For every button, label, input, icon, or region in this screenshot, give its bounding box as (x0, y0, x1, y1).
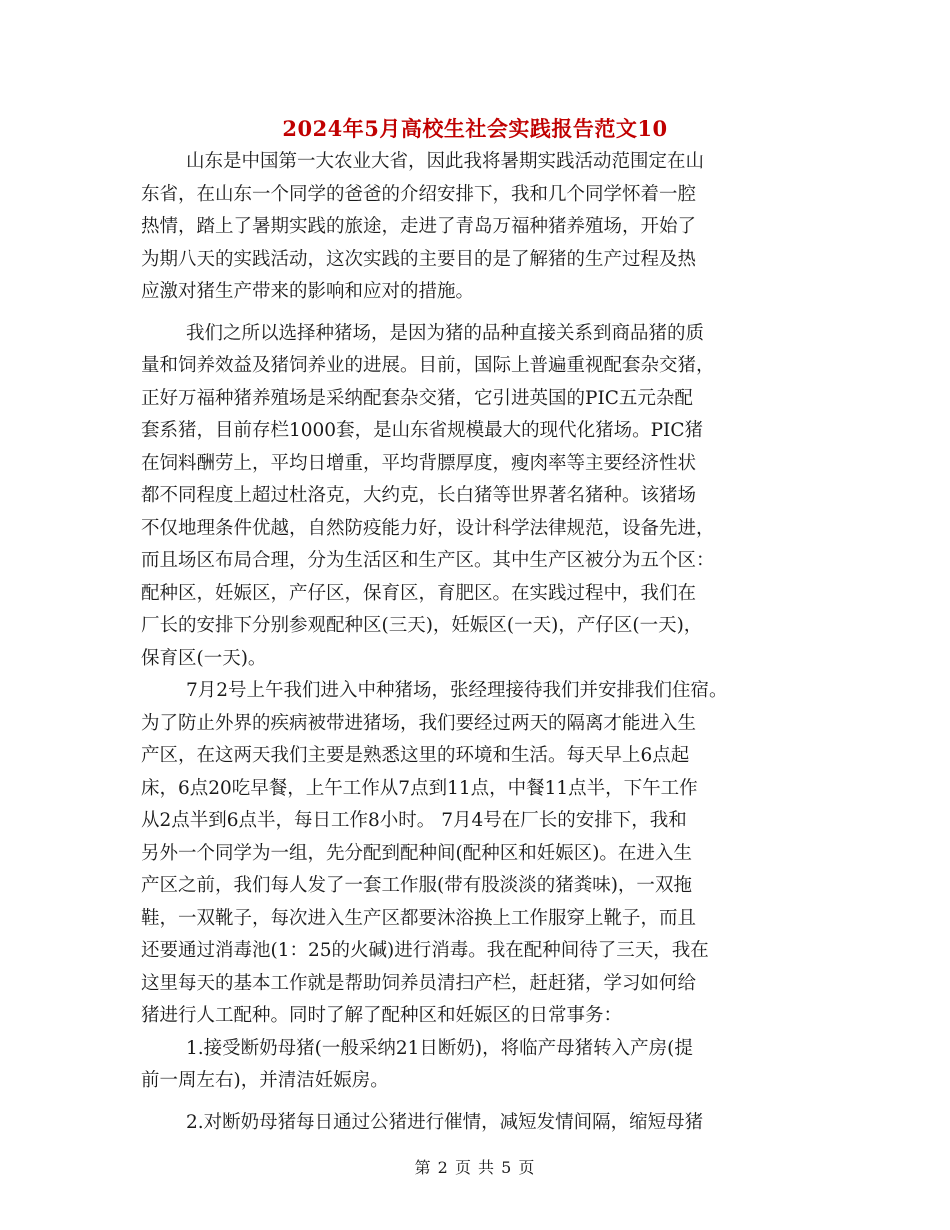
paragraph-line: 量和饲养效益及猪饲养业的进展。目前，国际上普遍重视配套杂交猪， (141, 355, 715, 376)
paragraph-line: 床，6点20吃早餐，上午工作从7点到11点，中餐11点半，下午工作 (141, 777, 698, 799)
paragraph-line: 应激对猪生产带来的影响和应对的措施。 (141, 281, 475, 302)
paragraph-line: 另外一个同学为一组，先分配到配种间(配种区和妊娠区)。在进入生 (141, 842, 692, 864)
paragraph-line: 东省，在山东一个同学的爸爸的介绍安排下，我和几个同学怀着一腔 (141, 183, 697, 205)
paragraph-line: 配种区，妊娠区，产仔区，保育区，育肥区。在实践过程中，我们在 (141, 582, 697, 604)
paragraph-line: 正好万福种猪养殖场是采纳配套杂交猪，它引进英国的PIC五元杂配 (141, 387, 693, 409)
paragraph-line: 在饲料酬劳上，平均日增重，平均背膘厚度，瘦肉率等主要经济性状 (141, 452, 697, 474)
paragraph-line: 厂长的安排下分别参观配种区(三天)，妊娠区(一天)，产仔区(一天)， (141, 615, 703, 636)
paragraph-line: 从2点半到6点半，每日工作8小时。 7月4号在厂长的安排下，我和 (141, 810, 687, 831)
paragraph-line: 产区之前，我们每人发了一套工作服(带有股淡淡的猪粪味)，一双拖 (141, 875, 692, 896)
paragraph-line: 为期八天的实践活动，这次实践的主要目的是了解猪的生产过程及热 (141, 248, 697, 270)
paragraph-line: 不仅地理条件优越，自然防疫能力好，设计科学法律规范，设备先进， (141, 517, 715, 539)
paragraph-line: 山东是中国第一大农业大省，因此我将暑期实践活动范围定在山 (186, 151, 705, 172)
paragraph-line: 鞋，一双靴子，每次进入生产区都要沐浴换上工作服穿上靴子，而且 (141, 907, 697, 929)
paragraph-line: 保育区(一天)。 (141, 647, 267, 669)
paragraph-line: 还要通过消毒池(1：25的火碱)进行消毒。我在配种间待了三天，我在 (141, 940, 709, 961)
paragraph-line: 热情，踏上了暑期实践的旅途，走进了青岛万福种猪养殖场，开始了 (141, 216, 697, 237)
list-item-line: 2.对断奶母猪每日通过公猪进行催情，减短发情间隔，缩短母猪 (186, 1111, 704, 1133)
paragraph-line: 产区，在这两天我们主要是熟悉这里的环境和生活。每天早上6点起 (141, 745, 690, 766)
paragraph-line: 为了防止外界的疾病被带进猪场，我们要经过两天的隔离才能进入生 (141, 712, 697, 734)
document-body (141, 146, 821, 1139)
list-item-line: 1.接受断奶母猪(一般采纳21日断奶)，将临产母猪转入产房(提 (186, 1037, 693, 1059)
paragraph-line: 7月2号上午我们进入中种猪场，张经理接待我们并安排我们住宿。 (186, 680, 728, 701)
paragraph-line: 都不同程度上超过杜洛克，大约克，长白猪等世界著名猪种。该猪场 (141, 485, 697, 506)
paragraph-line: 这里每天的基本工作就是帮助饲养员清扫产栏，赶赶猪，学习如何给 (141, 972, 697, 994)
paragraph-line: 猪进行人工配种。同时了解了配种区和妊娠区的日常事务： (141, 1005, 623, 1026)
paragraph-line: 我们之所以选择种猪场，是因为猪的品种直接关系到商品猪的质 (186, 322, 705, 344)
paragraph-line: 套系猪，目前存栏1000套，是山东省规模最大的现代化猪场。PIC猪 (141, 420, 703, 441)
list-item-line: 前一周左右)，并清洁妊娠房。 (141, 1070, 389, 1091)
page-footer: 第 2 页 共 5 页 (414, 1158, 536, 1177)
paragraph-line: 而且场区布局合理，分为生活区和生产区。其中生产区被分为五个区： (141, 550, 715, 571)
document-title: 2024年5月高校生社会实践报告范文10 (282, 116, 668, 141)
